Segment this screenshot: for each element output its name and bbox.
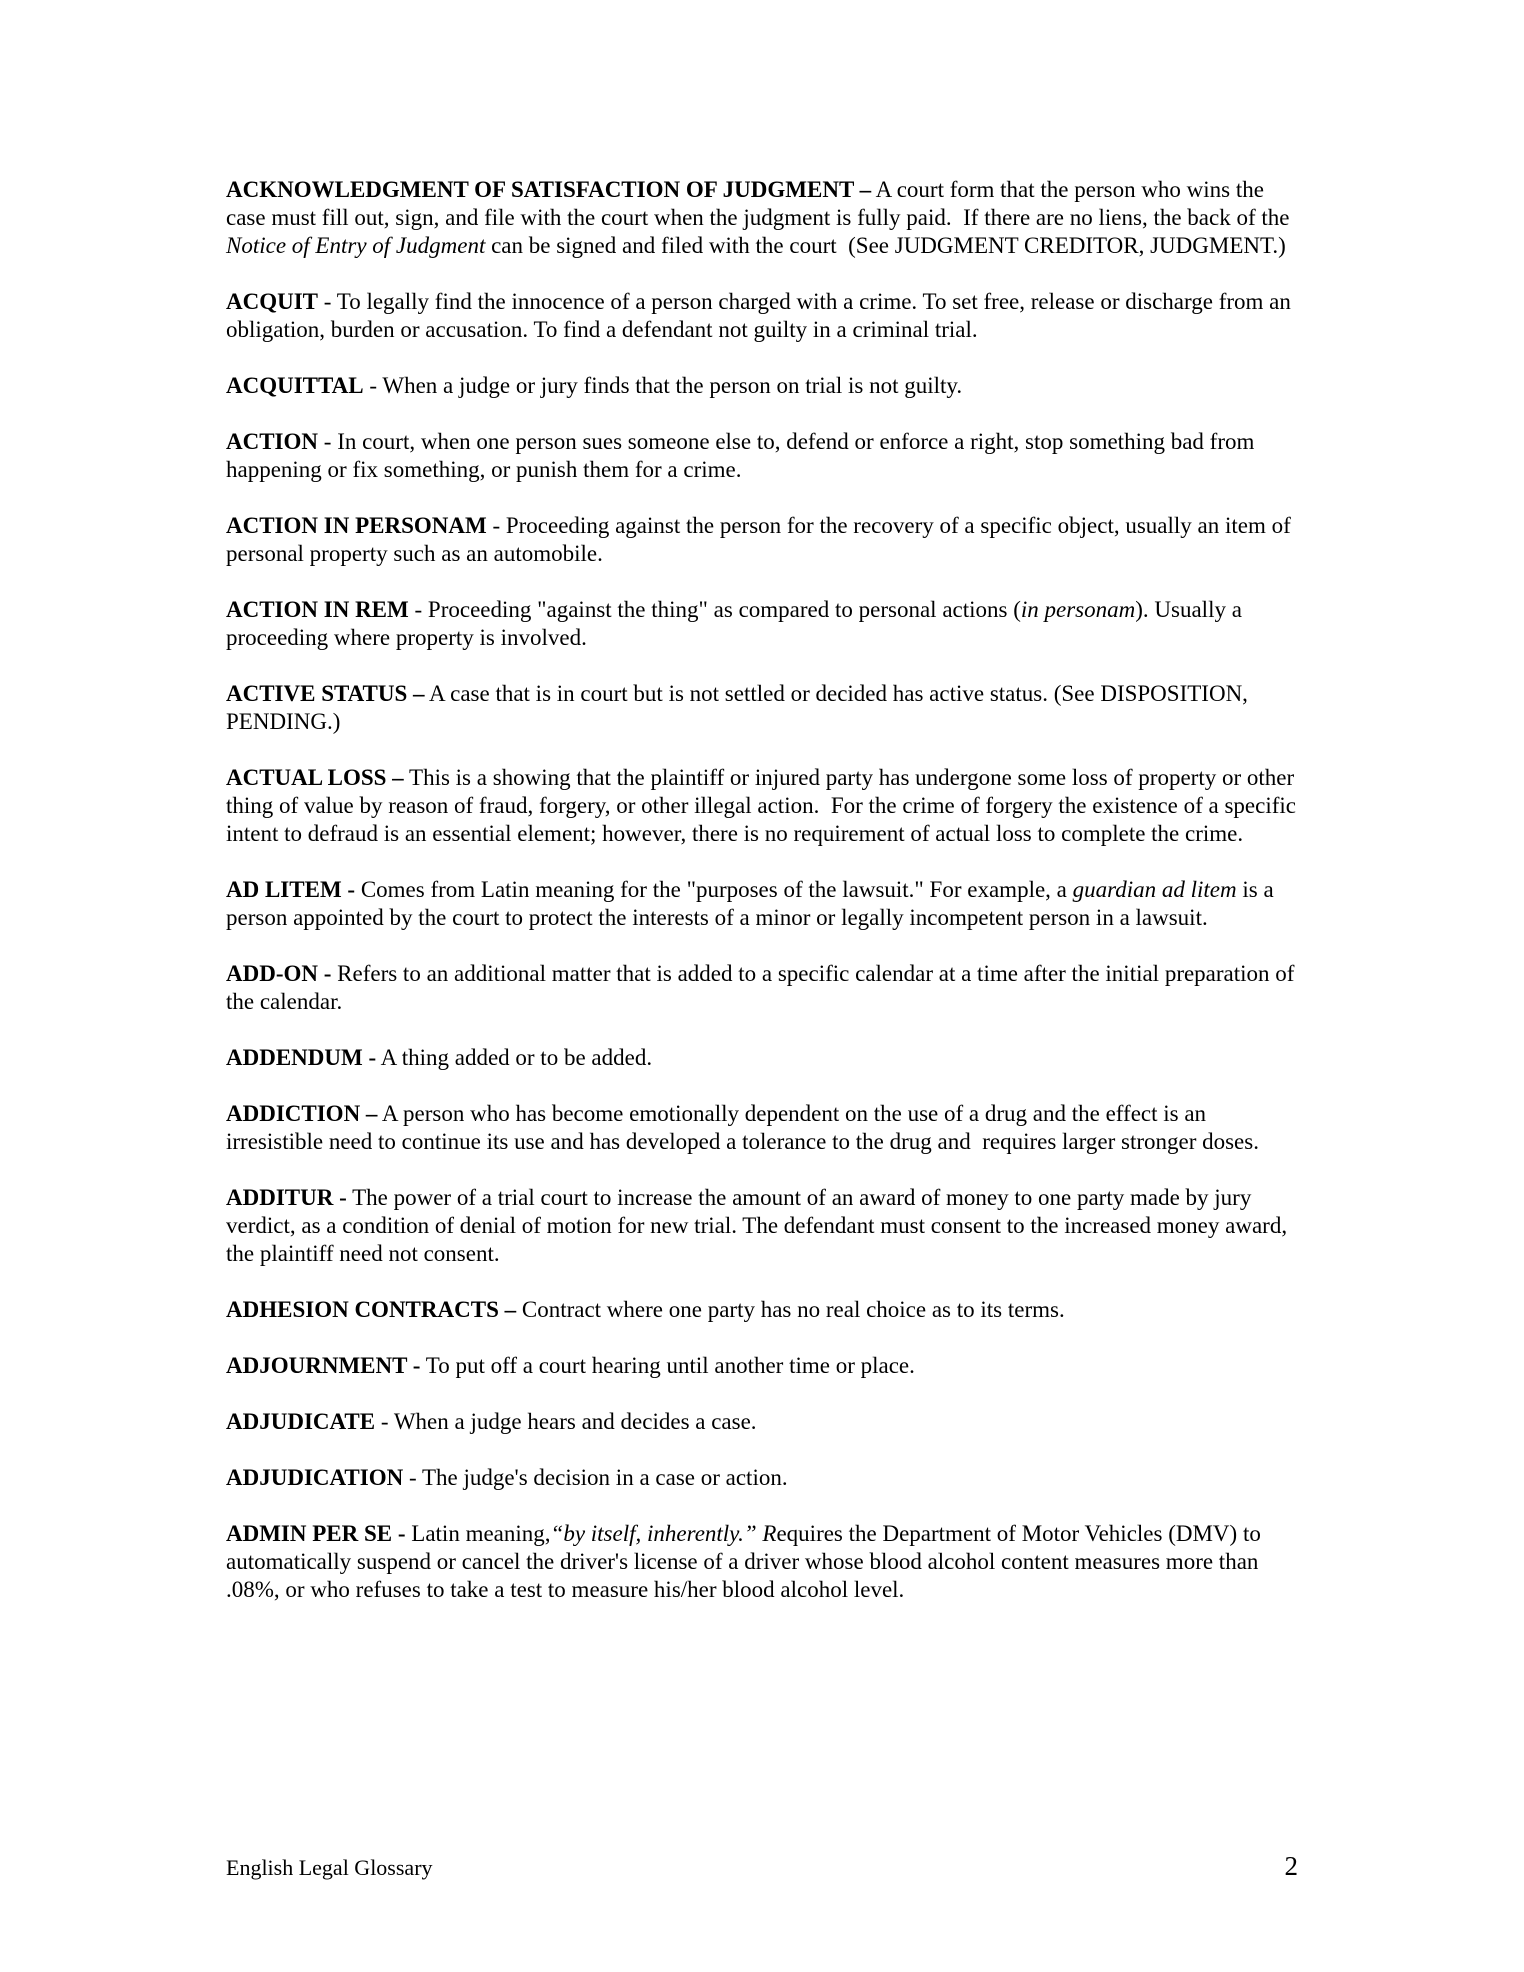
glossary-entry: ACQUITTAL - When a judge or jury finds that the person on trial is not guilty. bbox=[226, 373, 963, 398]
term-label: ACTION IN REM bbox=[226, 597, 409, 622]
term-label: ADJUDICATION bbox=[226, 1465, 404, 1490]
glossary-entry: ACTION - In court, when one person sues someone else to, defend or enforce a right, stop something bad from happening or fix something, or punish them for a crime. bbox=[226, 429, 1261, 482]
glossary-entry bbox=[226, 876, 1298, 932]
definition-run: This is a showing that the plaintiff or injured party has undergone some loss of property or other thing of value by reason of fraud, forgery, or other illegal action. For the crime of forgery the existence of a specific intent to defraud is an essential element; however, there is no requirement of actual loss to complete the crime. bbox=[226, 765, 1302, 846]
definition-run: Refers to an additional matter that is added to a specific calendar at a time after the initial preparation of the calendar. bbox=[226, 961, 1301, 1014]
term-label: ADDITUR - bbox=[226, 1185, 347, 1210]
definition-run: is a person appointed by the court to protect the interests of a minor or legally incompetent person in a lawsuit. bbox=[226, 877, 1280, 930]
term-label: AD LITEM - bbox=[226, 877, 356, 902]
glossary-entry bbox=[226, 1352, 1298, 1380]
definition-run: can be signed and filed with the court (See JUDGMENT CREDITOR, JUDGMENT.) bbox=[485, 233, 1286, 258]
term-label: ACTUAL LOSS – bbox=[226, 765, 404, 790]
definition-run: Contract where one party has no real choice as to its terms. bbox=[521, 1297, 1065, 1322]
term-label: ADDICTION – bbox=[226, 1101, 378, 1126]
definition-run: A thing added or to be added. bbox=[380, 1045, 653, 1070]
glossary-entry bbox=[226, 1184, 1298, 1268]
definition-run: When a judge hears and decides a case. bbox=[393, 1409, 757, 1434]
term-label: ADJOURNMENT - bbox=[226, 1353, 421, 1378]
term-label: ACQUIT bbox=[226, 289, 319, 314]
term-label: ACTIVE STATUS – bbox=[226, 681, 425, 706]
definition-run: A case that is in court but is not settled or decided has active status. (See DISPOSITION, PENDING.) bbox=[226, 681, 1254, 734]
definition-run: A court form that the person who wins the case must fill out, sign, and file with the court when the judgment is fully paid. If there are no liens, the back of the bbox=[226, 177, 1296, 230]
glossary-entry bbox=[226, 1520, 1298, 1604]
glossary-entry bbox=[226, 1296, 1298, 1324]
definition-run: Comes from Latin meaning for the "purposes of the lawsuit." For example, a bbox=[360, 877, 1073, 902]
term-label: ACKNOWLEDGMENT OF SATISFACTION OF JUDGMENT – bbox=[226, 177, 872, 202]
term-label: ADHESION CONTRACTS – bbox=[226, 1297, 517, 1322]
definition-run: To legally find the innocence of a person charged with a crime. To set free, release or discharge from an obligation, burden or accusation. To find a defendant not guilty in a criminal trial. bbox=[226, 289, 1297, 342]
definition-run: In court, when one person sues someone else to, defend or enforce a right, stop something bad from happening or fix something, or punish them for a crime. bbox=[226, 429, 1261, 482]
glossary-entry bbox=[226, 1100, 1298, 1156]
definition-run: The power of a trial court to increase the amount of an award of money to one party made by jury verdict, as a condition of denial of motion for new trial. The defendant must consent to the increased money award, the plaintiff need not consent. bbox=[226, 1185, 1293, 1266]
definition-run-italic: in personam bbox=[1020, 597, 1136, 622]
term-label: ADD-ON - bbox=[226, 961, 332, 986]
glossary-entry bbox=[226, 764, 1302, 848]
glossary-entry: ACTION IN REM - Proceeding "against the thing" as compared to personal actions (in personam). Usually a proceeding where property is involved. bbox=[226, 597, 1248, 650]
definition-run: The judge's decision in a case or action. bbox=[421, 1465, 788, 1490]
glossary-entry: ACQUIT - To legally find the innocence of a person charged with a crime. To set free, release or discharge from an obligation, burden or accusation. To find a defendant not guilty in a criminal trial. bbox=[226, 289, 1297, 342]
definition-run: Proceeding "against the thing" as compared to personal actions ( bbox=[427, 597, 1021, 622]
glossary-entry bbox=[226, 960, 1301, 1016]
definition-run: Proceeding against the person for the recovery of a specific object, usually an item of personal property such as an automobile. bbox=[226, 513, 1297, 566]
definition-run: A person who has become emotionally dependent on the use of a drug and the effect is an irresistible need to continue its use and has developed a tolerance to the drug and requires larger stronger doses. bbox=[226, 1101, 1259, 1154]
definition-run: ). Usually a proceeding where property is involved. bbox=[226, 597, 1248, 650]
glossary-entry bbox=[226, 680, 1298, 736]
definition-run-italic: guardian ad litem bbox=[1072, 877, 1237, 902]
definition-run: To put off a court hearing until another time or place. bbox=[425, 1353, 915, 1378]
term-label: ADJUDICATE bbox=[226, 1409, 376, 1434]
glossary-entry: ADJUDICATION - The judge's decision in a case or action. bbox=[226, 1465, 788, 1490]
definition-run: When a judge or jury finds that the person on trial is not guilty. bbox=[382, 373, 963, 398]
footer-title: English Legal Glossary bbox=[226, 1855, 433, 1880]
page-footer bbox=[226, 1852, 1298, 1882]
definition-run: Latin meaning, bbox=[411, 1521, 551, 1546]
term-label: ADMIN PER SE - bbox=[226, 1521, 406, 1546]
term-label: ACTION bbox=[226, 429, 319, 454]
term-label: ACQUITTAL bbox=[226, 373, 364, 398]
definition-run-italic: “by itself, inherently.” R bbox=[550, 1521, 777, 1546]
glossary-entry bbox=[226, 1044, 1298, 1072]
glossary-entry: ACTION IN PERSONAM - Proceeding against the person for the recovery of a specific object, usually an item of personal property such as an automobile. bbox=[226, 513, 1297, 566]
glossary-content bbox=[226, 176, 1302, 1632]
definition-run-italic: Notice of Entry of Judgment bbox=[226, 233, 486, 258]
term-label: ADDENDUM - bbox=[226, 1045, 377, 1070]
definition-run: equires the Department of Motor Vehicles (DMV) to automatically suspend or cancel the driver's license of a driver whose blood alcohol content measures more than .08%, or who refuses to take a test to measure his/her blood alcohol level. bbox=[226, 1521, 1267, 1602]
glossary-entry: ADJUDICATE - When a judge hears and decides a case. bbox=[226, 1409, 757, 1434]
glossary-entry bbox=[226, 176, 1298, 260]
term-label: ACTION IN PERSONAM bbox=[226, 513, 487, 538]
page-number: 2 bbox=[1284, 1851, 1298, 1881]
